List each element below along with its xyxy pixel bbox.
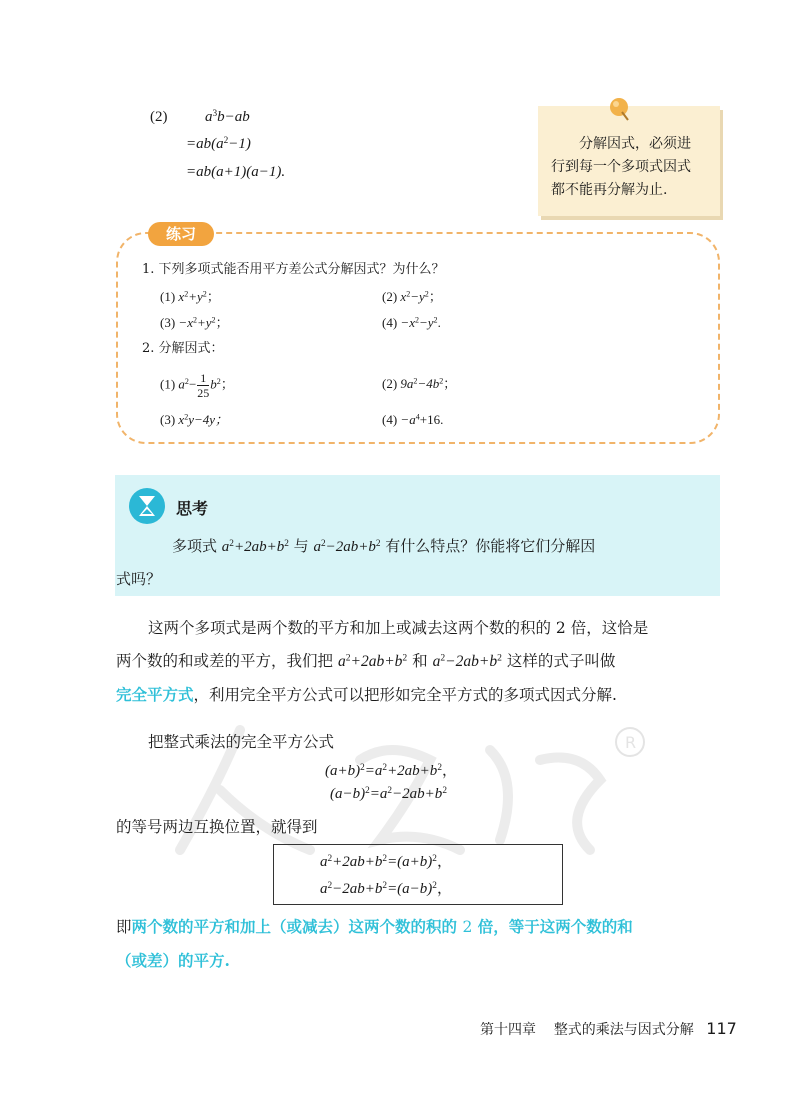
note-line-3: 都不能再分解为止. [551,182,668,198]
example-line-1: $a^3b-ab$ [205,108,250,125]
formula-square-diff: $(a-b)^2=a^2-2ab+b^2$ [330,785,447,802]
exercise-q2-item-3: (3) $x^2y-4y$； [160,412,229,427]
note-line-1: 分解因式，必须进 [579,136,691,152]
exercise-q2-item-2: (2) $9a^2-4b^2$； [382,376,457,391]
explanation-paragraph: 这两个多项式是两个数的平方和加上或减去这两个数的积的 2 倍，这恰是 两个数的和或差的平方，我们把 $a^2+2ab+b^2$ 和 $a^2-2ab+b^2$ 这样的式子叫做 完全平方式，利用完全平方公式可以把形如完全平方式的多项式因式分解. [116,619,649,704]
example-label: (2) [150,109,168,125]
exercise-q1-item-1: (1) $x^2+y^2$； [160,289,220,304]
pushpin-icon [608,96,632,122]
formula-outro: 的等号两边互换位置，就得到 [116,818,318,836]
note-text [551,133,713,202]
chapter-label: 第十四章 [480,1022,536,1038]
example-line-2: $=ab(a^2-1)$ [186,135,251,152]
conclusion-text: 即两个数的平方和加上（或减去）这两个数的积的 2 倍，等于这两个数的和 （或差）的平方. [116,917,633,970]
exercise-q2: 2. 分解因式： [142,341,224,356]
exercise-q1-item-4: $(4) -x^2-y^2$. [382,315,441,330]
exercise-q2-item-1: (1) $a^2-$ $\frac{1}{25}$ $b^2$； [160,371,234,400]
exercise-q1-item-3: $(3) -x^2+y^2$； [160,315,229,330]
think-question: 多项式 $a^2+2ab+b^2$ 与 $a^2-2ab+b^2$ 有什么特点？你能将它们分解因 式吗？ [116,537,596,588]
page-footer [480,1019,737,1039]
example-line-3: =ab(a+1)(a−1). [186,164,286,180]
fraction: $\frac{1}{25}$ [197,371,210,400]
formula-square-sum: $(a+b)^2=a^2+2ab+b^2$， [325,762,457,779]
key-term: 完全平方式 [116,685,194,704]
think-title: 思考 [176,499,209,518]
hourglass-icon [128,487,166,525]
exercise-q1-item-2: (2) $x^2-y^2$； [382,289,442,304]
note-line-2: 行到每一个多项式因式 [551,159,691,175]
page-number: 117 [706,1019,737,1038]
chapter-title: 整式的乘法与因式分解 [553,1022,694,1038]
svg-text:R: R [625,733,637,752]
exercise-q1: 1. 下列多项式能否用平方差公式分解因式？为什么？ [142,262,445,277]
formula-intro: 把整式乘法的完全平方公式 [148,733,335,751]
factoring-formula-1: $a^2+2ab+b^2=(a+b)^2$， [320,853,452,870]
exercise-tag: 练习 [148,222,214,246]
factoring-formula-2: $a^2-2ab+b^2=(a-b)^2$， [320,880,452,897]
exercise-q2-item-4: $(4) -a^4+16$. [382,412,444,427]
